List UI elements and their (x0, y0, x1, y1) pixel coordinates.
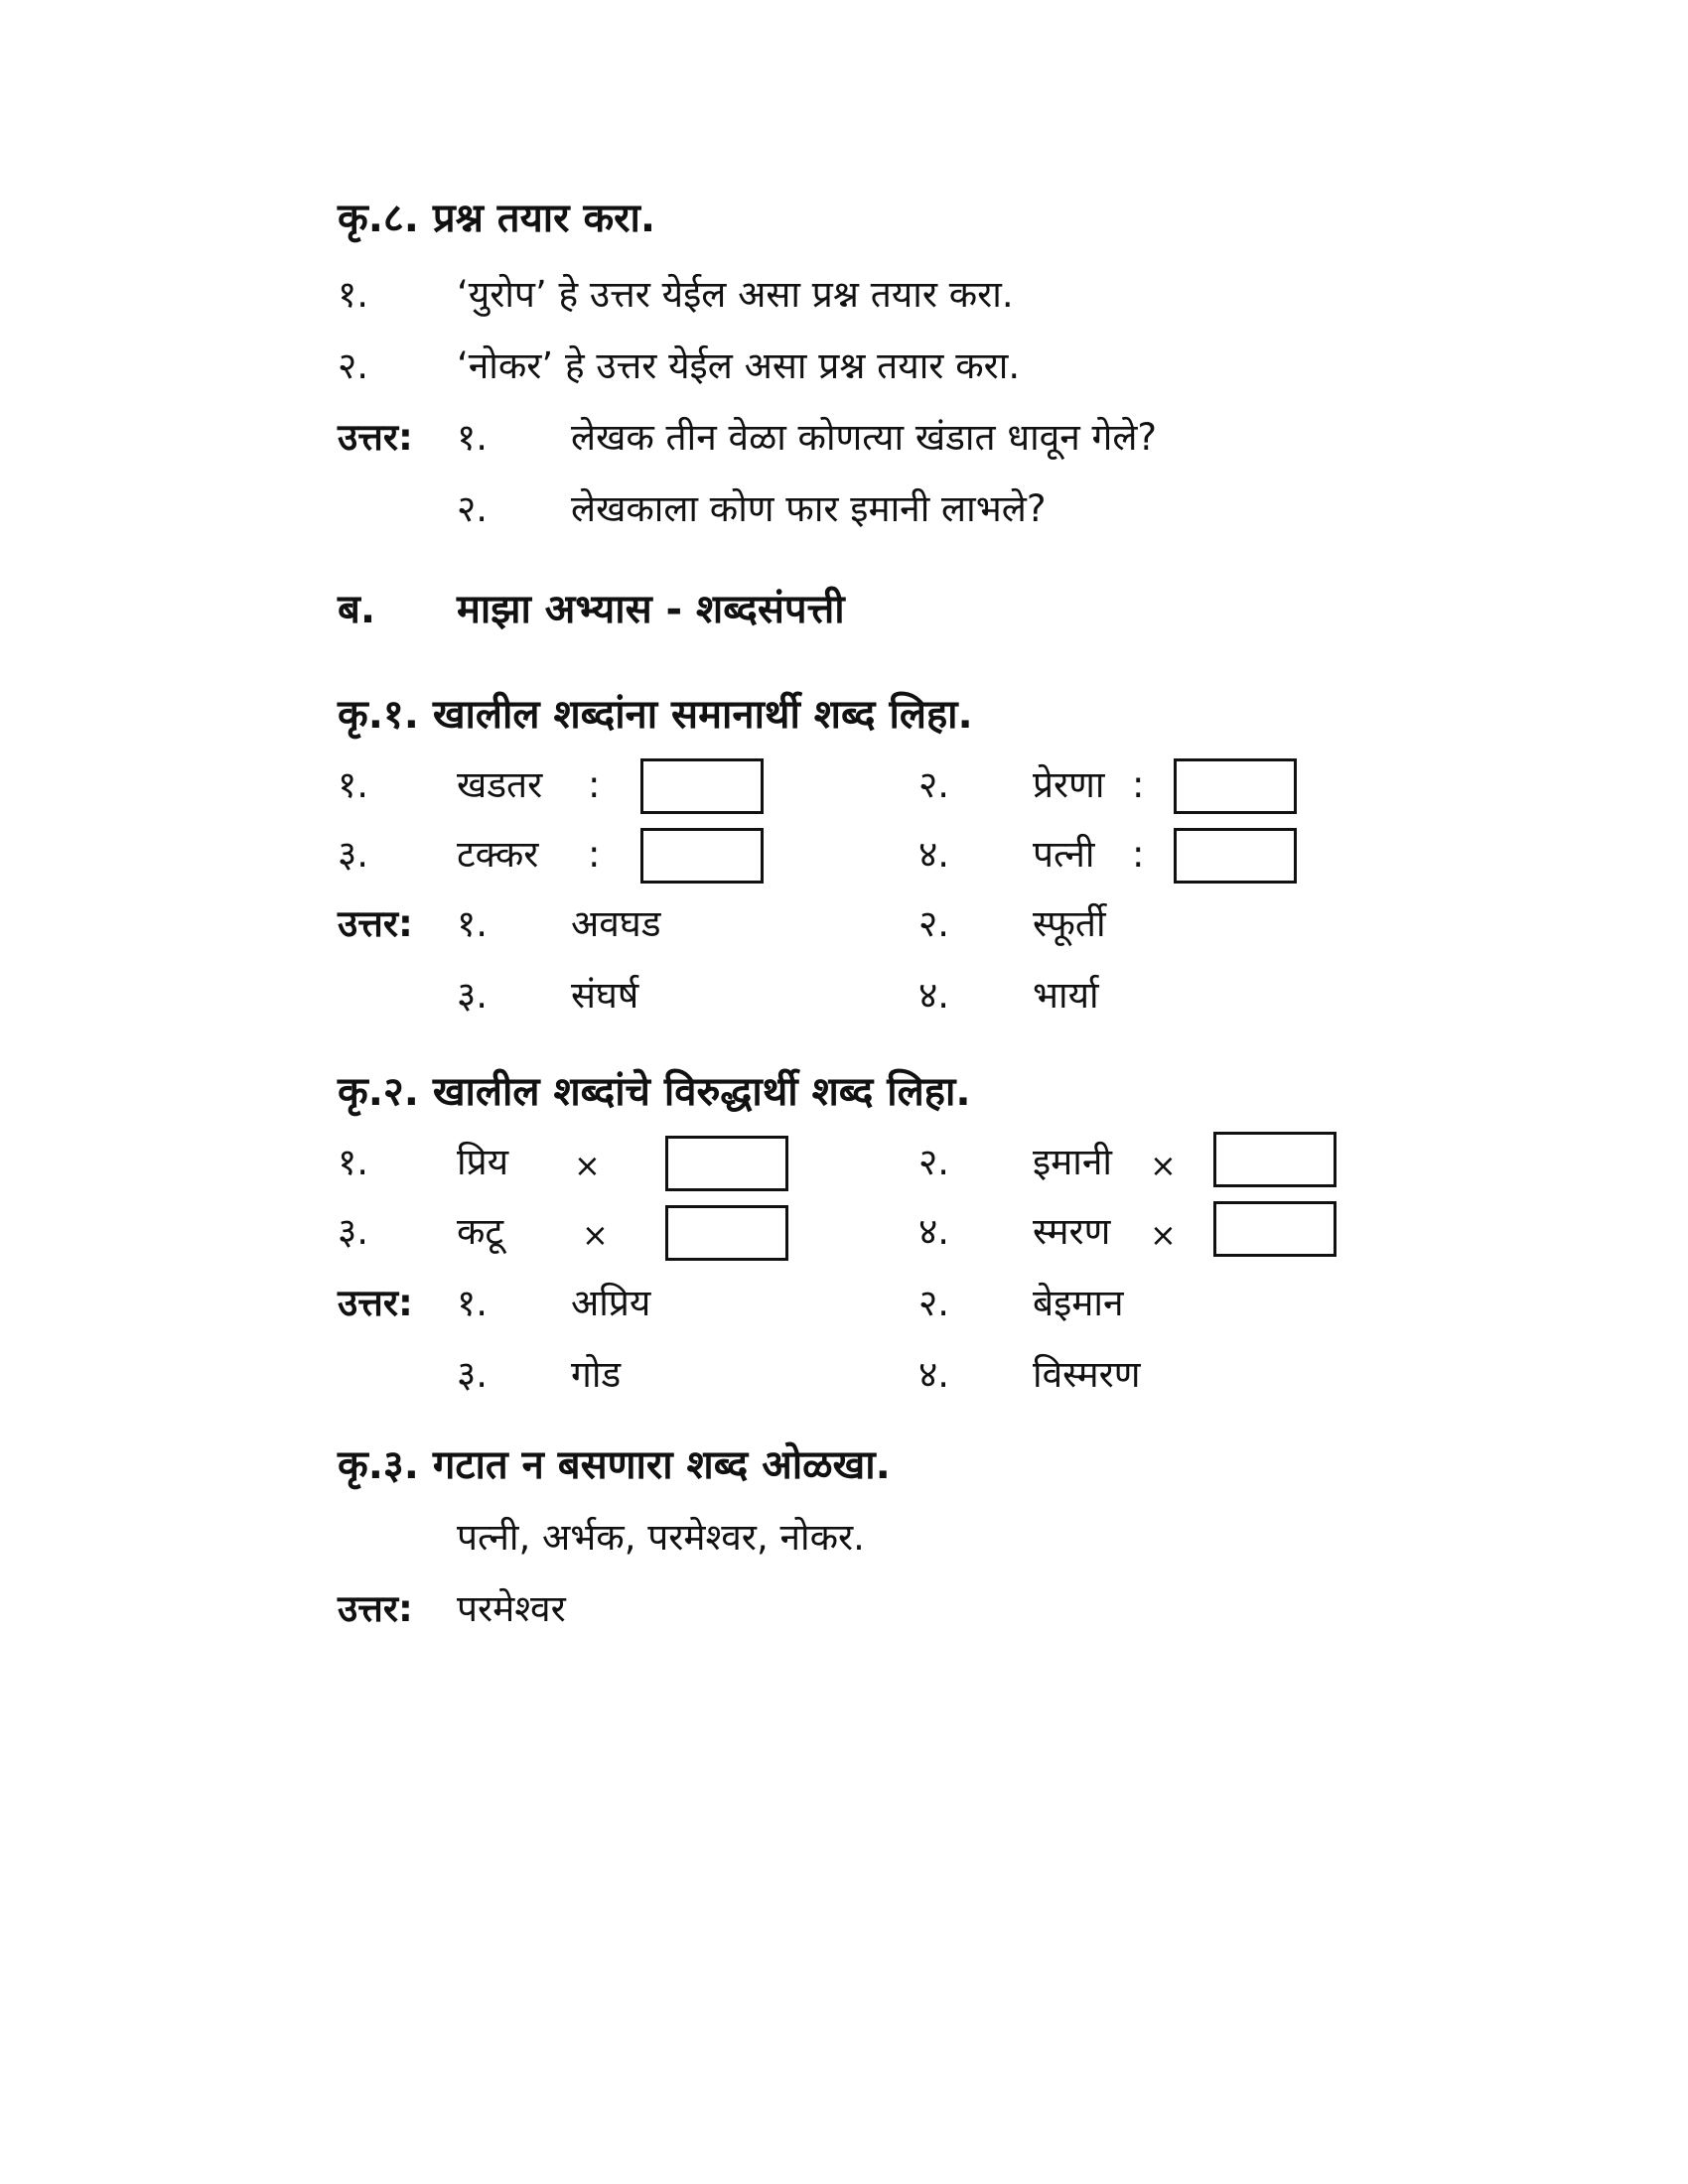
q2-item-3-number: ३. (338, 1210, 369, 1253)
q1-item-2-answer-box (1174, 758, 1297, 814)
q2-item-4-number: ४. (918, 1210, 950, 1253)
q3-answer-label: उत्तर: (338, 1587, 413, 1630)
q8-answer-label: उत्तर: (338, 416, 413, 459)
q1-item-2-number: २. (918, 763, 950, 806)
q1-heading: कृ.१. खालील शब्दांना समानार्थी शब्द लिहा. (338, 692, 973, 738)
q1-answer-label: उत्तर: (338, 902, 413, 945)
q1-item-3-colon: : (588, 833, 601, 876)
q8-answer-1-number: १. (457, 416, 489, 459)
q2-item-4-cross: × (1150, 1216, 1177, 1254)
q1-answer-1-number: १. (457, 902, 489, 945)
q8-heading: कृ.८. प्रश्न तयार करा. (338, 196, 656, 241)
q1-item-1-answer-box (640, 758, 764, 814)
q1-item-1-word: खडतर (457, 763, 543, 806)
q1-answer-4-number: ४. (918, 974, 950, 1017)
q2-item-1-answer-box (665, 1136, 788, 1191)
q2-answer-4-number: ४. (918, 1353, 950, 1396)
section-b-title: माझा अभ्यास - शब्दसंपत्ती (457, 587, 845, 632)
q1-item-2-colon: : (1132, 763, 1145, 806)
q3-answer-text: परमेश्वर (457, 1587, 566, 1630)
q1-answer-3-number: ३. (457, 974, 489, 1017)
q2-item-2-word: इमानी (1033, 1141, 1112, 1183)
q2-item-4-word: स्मरण (1033, 1210, 1111, 1253)
section-b-letter: ब. (338, 587, 376, 632)
q8-item-1-number: १. (338, 273, 369, 316)
q1-answer-4-text: भार्या (1033, 974, 1099, 1017)
q1-item-4-answer-box (1174, 828, 1297, 884)
q2-answer-label: उत्तर: (338, 1282, 413, 1324)
q8-answer-2-number: २. (457, 487, 489, 530)
q2-item-1-number: १. (338, 1141, 369, 1183)
q2-answer-3-text: गोड (571, 1353, 622, 1396)
q2-item-4-answer-box (1213, 1201, 1336, 1257)
q2-answer-2-number: २. (918, 1282, 950, 1324)
q8-item-2-text: ‘नोकर’ हे उत्तर येईल असा प्रश्न तयार करा. (457, 344, 1021, 387)
q8-answer-1-text: लेखक तीन वेळा कोणत्या खंडात धावून गेले? (571, 416, 1158, 459)
q8-item-1-text: ‘युरोप’ हे उत्तर येईल असा प्रश्न तयार करा. (457, 273, 1014, 316)
q1-answer-2-text: स्फूर्ती (1033, 902, 1106, 945)
q2-answer-2-text: बेइमान (1033, 1282, 1124, 1324)
q1-item-4-word: पत्नी (1033, 833, 1095, 876)
q1-item-3-word: टक्कर (457, 833, 539, 876)
q1-item-1-number: १. (338, 763, 369, 806)
q8-item-2-number: २. (338, 344, 369, 387)
q1-answer-3-text: संघर्ष (571, 974, 639, 1017)
q2-item-3-answer-box (665, 1205, 788, 1261)
q2-answer-1-number: १. (457, 1282, 489, 1324)
q2-answer-4-text: विस्मरण (1033, 1353, 1141, 1396)
q2-item-3-word: कटू (457, 1210, 504, 1253)
q1-item-1-colon: : (588, 763, 601, 806)
q3-word-list: पत्नी, अर्भक, परमेश्वर, नोकर. (457, 1516, 865, 1559)
q2-item-1-cross: × (574, 1147, 601, 1184)
q2-item-3-cross: × (582, 1216, 609, 1254)
q2-item-2-answer-box (1213, 1132, 1336, 1187)
q2-answer-1-text: अप्रिय (571, 1282, 651, 1324)
q1-answer-1-text: अवघड (571, 902, 661, 945)
q1-item-2-word: प्रेरणा (1033, 763, 1105, 806)
q1-answer-2-number: २. (918, 902, 950, 945)
q2-item-1-word: प्रिय (457, 1141, 509, 1183)
q1-item-4-number: ४. (918, 833, 950, 876)
q8-answer-2-text: लेखकाला कोण फार इमानी लाभले? (571, 487, 1047, 530)
q1-item-3-answer-box (640, 828, 764, 884)
q2-item-2-cross: × (1150, 1147, 1177, 1184)
q2-heading: कृ.२. खालील शब्दांचे विरुद्धार्थी शब्द लिहा. (338, 1069, 971, 1115)
q3-heading: कृ.३. गटात न बसणारा शब्द ओळखा. (338, 1442, 891, 1488)
q2-item-2-number: २. (918, 1141, 950, 1183)
q1-item-4-colon: : (1132, 833, 1145, 876)
q2-answer-3-number: ३. (457, 1353, 489, 1396)
q1-item-3-number: ३. (338, 833, 369, 876)
